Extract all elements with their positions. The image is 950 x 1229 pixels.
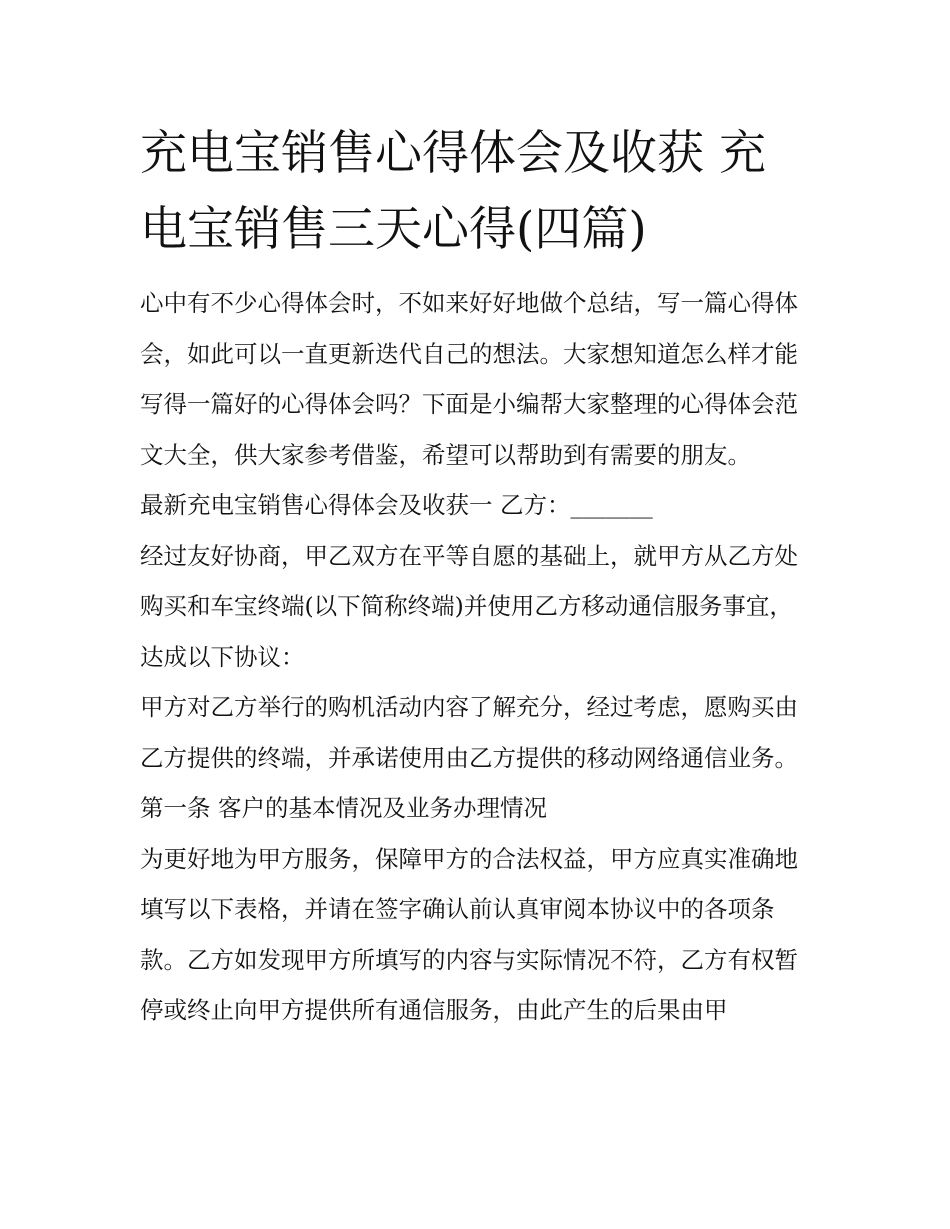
paragraph-section-heading: 最新充电宝销售心得体会及收获一 乙方：_______: [140, 491, 653, 519]
document-title: 充电宝销售心得体会及收获 充电宝销售三天心得(四篇): [140, 126, 766, 257]
paragraph-intro: 心中有不少心得体会时，不如来好好地做个总结，写一篇心得体会，如此可以一直更新迭代自己的想法。大家想知道怎么样才能写得一篇好的心得体会吗？下面是小编帮大家整理的心得体会范文大全，供大家参考借鉴，希望可以帮助到有需要的朋友。: [140, 289, 798, 469]
paragraph-purchase: 甲方对乙方举行的购机活动内容了解充分，经过考虑，愿购买由乙方提供的终端，并承诺使用由乙方提供的移动网络通信业务。 第一条 客户的基本情况及业务办理情况: [140, 693, 798, 822]
paragraph-agreement: 经过友好协商，甲乙双方在平等自愿的基础上，就甲方从乙方处购买和车宝终端(以下简称终端)并使用乙方移动通信服务事宜，达成以下协议：: [140, 541, 798, 671]
document-body: [140, 278, 812, 1036]
paragraph-customer-info: 为更好地为甲方服务，保障甲方的合法权益，甲方应真实准确地填写以下表格，并请在签字确认前认真审阅本协议中的各项条款。乙方如发现甲方所填写的内容与实际情况不符，乙方有权暂停或终止向甲方提供所有通信服务，由此产生的后果由甲: [140, 844, 798, 1024]
